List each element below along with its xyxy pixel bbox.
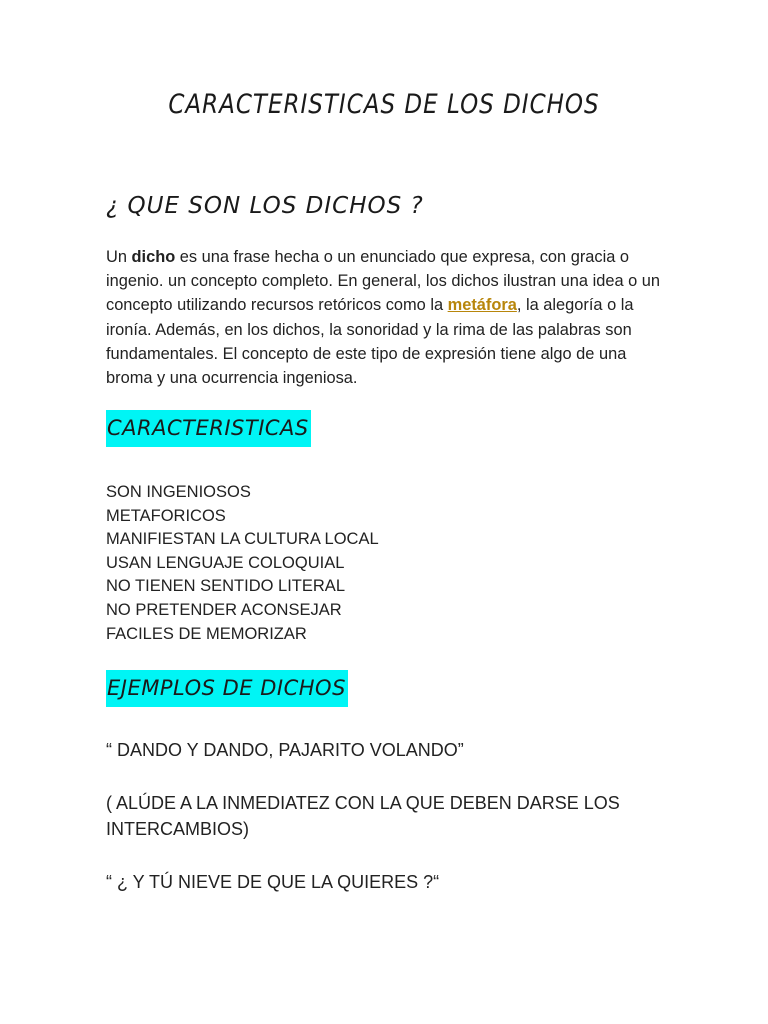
list-item: METAFORICOS bbox=[106, 506, 226, 525]
question-heading: ¿ QUE SON LOS DICHOS ? bbox=[106, 193, 424, 219]
example-explanation-1: ( ALÚDE A LA INMEDIATEZ CON LA QUE DEBEN DARSE LOS INTERCAMBIOS) bbox=[106, 793, 620, 839]
document-title: CARACTERISTICAS DE LOS DICHOS bbox=[168, 90, 600, 120]
list-item: FACILES DE MEMORIZAR bbox=[106, 624, 307, 643]
paragraph-text-1: Un bbox=[106, 248, 132, 266]
paragraph-text-2: es una frase hecha o un enunciado que expresa, con gracia o ingenio. un concepto completo. En general, los dichos ilustran una idea o un concepto utilizando recursos retóricos como la bbox=[106, 248, 661, 315]
characteristics-heading: CARACTERISTICAS bbox=[106, 410, 311, 447]
paragraph-bold-word: dicho bbox=[131, 248, 176, 266]
metafora-link[interactable]: metáfora bbox=[447, 296, 517, 315]
list-item: USAN LENGUAJE COLOQUIAL bbox=[106, 553, 345, 572]
list-item: SON INGENIOSOS bbox=[106, 483, 251, 501]
example-saying-1: “ DANDO Y DANDO, PAJARITO VOLANDO” bbox=[106, 740, 464, 760]
list-item: NO PRETENDER ACONSEJAR bbox=[106, 600, 342, 619]
definition-paragraph bbox=[106, 245, 666, 390]
examples-heading: EJEMPLOS DE DICHOS bbox=[106, 670, 348, 707]
characteristics-list bbox=[106, 481, 379, 646]
paragraph-text-3: , la alegoría o la ironía. Además, en los dichos, la sonoridad y la rima de las palabras son fundamentales. El concepto de este tipo de expresión tiene algo de una broma y una ocurrencia ingeniosa. bbox=[106, 296, 634, 388]
list-item: NO TIENEN SENTIDO LITERAL bbox=[106, 577, 345, 596]
list-item: MANIFIESTAN LA CULTURA LOCAL bbox=[106, 530, 379, 549]
example-saying-2: “ ¿ Y TÚ NIEVE DE QUE LA QUIERES ?“ bbox=[106, 872, 440, 892]
